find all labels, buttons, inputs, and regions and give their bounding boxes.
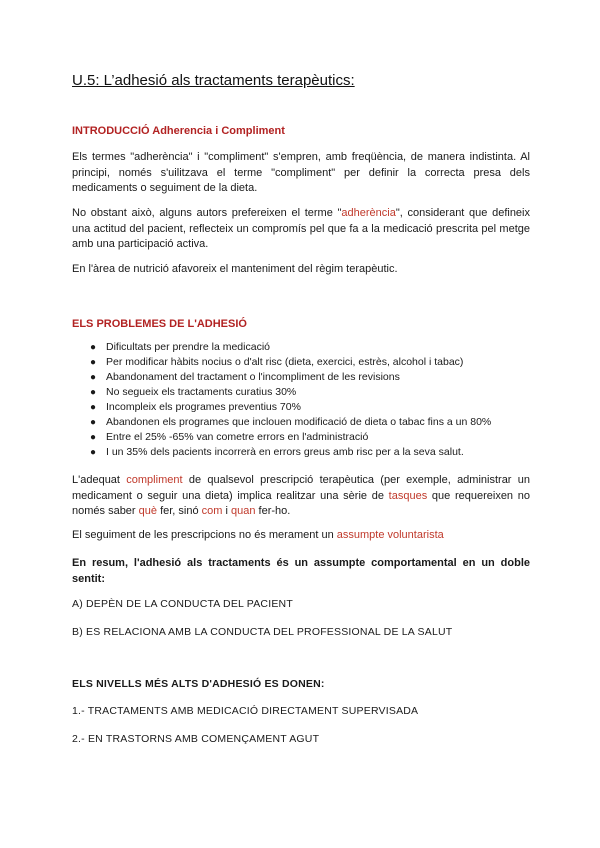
bullet-icon: ● bbox=[90, 432, 97, 443]
bullet-icon: ● bbox=[90, 402, 97, 413]
levels-heading: ELS NIVELLS MÉS ALTS D'ADHESIÓ ES DONEN: bbox=[72, 678, 325, 690]
intro-heading-rest: Adherencia i Compliment bbox=[152, 125, 285, 137]
list-item bbox=[72, 355, 530, 370]
intro-p2-text-b: ", considerant que defineix una actitud del pacient, reflecteix un compromís pel que fa a la medicació prescrita pel metge amb una participació activa. bbox=[72, 207, 530, 250]
list-item-text: Incompleix els programes preventius 70% bbox=[106, 401, 301, 413]
summary-paragraph: En resum, l'adhesió als tractaments és un assumpte comportamental en un doble sentit: bbox=[72, 557, 530, 585]
compliance-text-a: L'adequat bbox=[72, 474, 127, 486]
list-item-text: Abandonament del tractament o l'incompliment de les revisions bbox=[106, 371, 400, 383]
follow-up-text: El seguiment de les prescripcions no és merament un bbox=[72, 529, 337, 541]
problems-heading: ELS PROBLEMES DE L'ADHESIÓ bbox=[72, 318, 247, 330]
compliance-text-e: i bbox=[222, 505, 231, 517]
intro-paragraph-3: En l'àrea de nutrició afavoreix el manteniment del règim terapèutic. bbox=[72, 263, 398, 275]
intro-p2-highlight: adherència bbox=[341, 207, 396, 219]
level-1: 1.- TRACTAMENTS AMB MEDICACIÓ DIRECTAMENT SUPERVISADA bbox=[72, 705, 419, 717]
bullet-icon: ● bbox=[90, 417, 97, 428]
compliance-text-f: fer-ho. bbox=[255, 505, 291, 517]
intro-paragraph-2 bbox=[72, 206, 530, 253]
list-item bbox=[72, 445, 530, 460]
bullet-icon: ● bbox=[90, 342, 97, 353]
list-item bbox=[72, 385, 530, 400]
list-item-text: Dificultats per prendre la medicació bbox=[106, 341, 270, 353]
compliance-text-b: de qualsevol prescripció terapèutica (per exemple, administrar un medicament o seguir una dieta) implica realitzar una sèrie de bbox=[72, 474, 530, 502]
point-b: B) ES RELACIONA AMB LA CONDUCTA DEL PROFESSIONAL DE LA SALUT bbox=[72, 626, 453, 638]
bullet-icon: ● bbox=[90, 372, 97, 383]
list-item bbox=[72, 340, 530, 355]
compliance-highlight-2: tasques bbox=[388, 489, 428, 502]
list-item-text: I un 35% dels pacients incorrerà en errors greus amb risc per a la seva salut. bbox=[106, 446, 464, 458]
compliance-paragraph bbox=[72, 473, 530, 520]
point-a: A) DEPÈN DE LA CONDUCTA DEL PACIENT bbox=[72, 598, 293, 610]
list-item bbox=[72, 400, 530, 415]
intro-heading bbox=[72, 125, 285, 137]
page-title: U.5: L’adhesió als tractaments terapèutics: bbox=[72, 72, 355, 89]
compliance-text-c: que requereixen no només saber bbox=[72, 489, 530, 517]
level-2: 2.- EN TRASTORNS AMB COMENÇAMENT AGUT bbox=[72, 733, 320, 745]
follow-up-highlight: assumpte voluntarista bbox=[336, 529, 444, 541]
bullet-icon: ● bbox=[90, 387, 97, 398]
list-item bbox=[72, 415, 530, 430]
follow-up-paragraph bbox=[72, 528, 530, 544]
compliance-highlight-1: compliment bbox=[126, 474, 183, 486]
intro-paragraph-1: Els termes "adherència" i "compliment" s'empren, amb freqüència, de manera indistinta. Al principi, només s'uilitzava el terme "compliment" per definir la correcta presa dels medicaments o seguiment de la dieta. bbox=[72, 151, 530, 194]
problems-list bbox=[72, 340, 530, 460]
list-item-text: Abandonen els programes que inclouen modificació de dieta o tabac fins a un 80% bbox=[106, 416, 492, 428]
compliance-text-d: fer, sinó bbox=[157, 505, 202, 517]
list-item bbox=[72, 370, 530, 385]
intro-p2-text-a: No obstant això, alguns autors prefereixen el terme " bbox=[72, 207, 342, 219]
bullet-icon: ● bbox=[90, 447, 97, 458]
list-item-text: No segueix els tractaments curatius 30% bbox=[106, 386, 297, 398]
compliance-highlight-5: quan bbox=[231, 505, 256, 517]
list-item-text: Per modificar hàbits nocius o d'alt risc (dieta, exercici, estrès, alcohol i tabac) bbox=[106, 356, 464, 368]
list-item-text: Entre el 25% -65% van cometre errors en l'administració bbox=[106, 431, 369, 443]
compliance-highlight-4: com bbox=[201, 505, 223, 517]
list-item bbox=[72, 430, 530, 445]
compliance-highlight-3: què bbox=[138, 505, 158, 517]
intro-heading-red: INTRODUCCIÓ bbox=[72, 125, 150, 137]
bullet-icon: ● bbox=[90, 357, 97, 368]
